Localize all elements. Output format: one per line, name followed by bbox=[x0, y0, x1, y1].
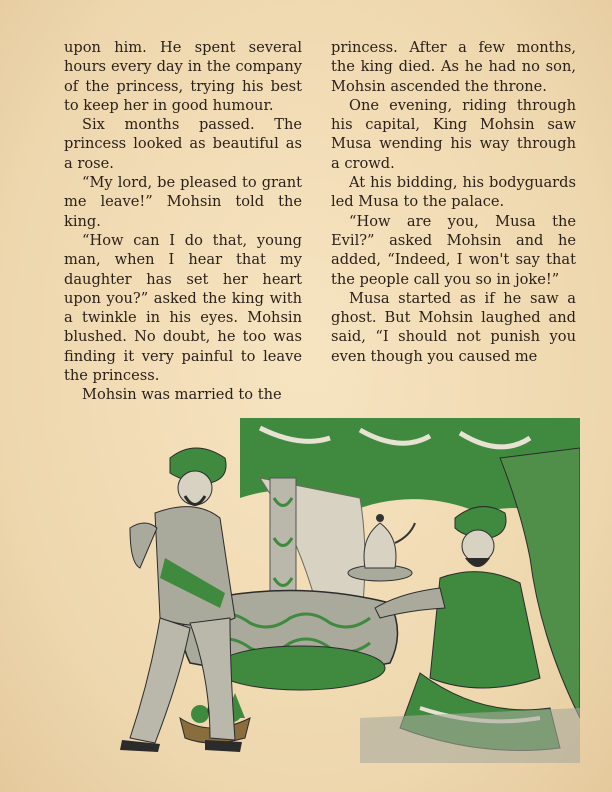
paragraph: At his bidding, his bodyguards led Musa to the palace. bbox=[331, 174, 576, 211]
paragraph: Musa started as if he saw a ghost. But Mohsin laughed and said, “I should not punish you even though you caused me bbox=[331, 289, 576, 365]
figure-musa bbox=[120, 448, 242, 752]
teapot bbox=[364, 523, 396, 568]
paragraph: Six months passed. The princess looked as beautiful as a rose. bbox=[64, 116, 302, 172]
paragraph: upon him. He spent several hours every day in the company of the princess, trying his best to keep her in good humour. bbox=[64, 39, 302, 114]
paragraph: “How are you, Musa the Evil?” asked Mohsin and he added, “Indeed, I won't say that the people call you so in joke!” bbox=[331, 212, 576, 288]
paragraph: “My lord, be pleased to grant me leave!” Mohsin told the king. bbox=[64, 174, 302, 230]
story-illustration bbox=[60, 418, 580, 763]
paragraph: princess. After a few months, the king died. As he had no son, Mohsin ascended the throne. bbox=[331, 39, 576, 95]
text-column-left bbox=[64, 38, 302, 405]
floor-cushion bbox=[215, 646, 385, 690]
text-column-right bbox=[331, 38, 576, 366]
paragraph: One evening, riding through his capital, King Mohsin saw Musa wending his way through a crowd. bbox=[331, 96, 576, 172]
paragraph: “How can I do that, young man, when I hear that my daughter has set her heart upon you?” asked the king with a twinkle in his eyes. Mohsin blushed. No doubt, he too was finding it very painful to leave the princess. bbox=[64, 231, 302, 385]
floor-rug bbox=[360, 708, 580, 763]
paragraph: Mohsin was married to the bbox=[82, 386, 282, 404]
